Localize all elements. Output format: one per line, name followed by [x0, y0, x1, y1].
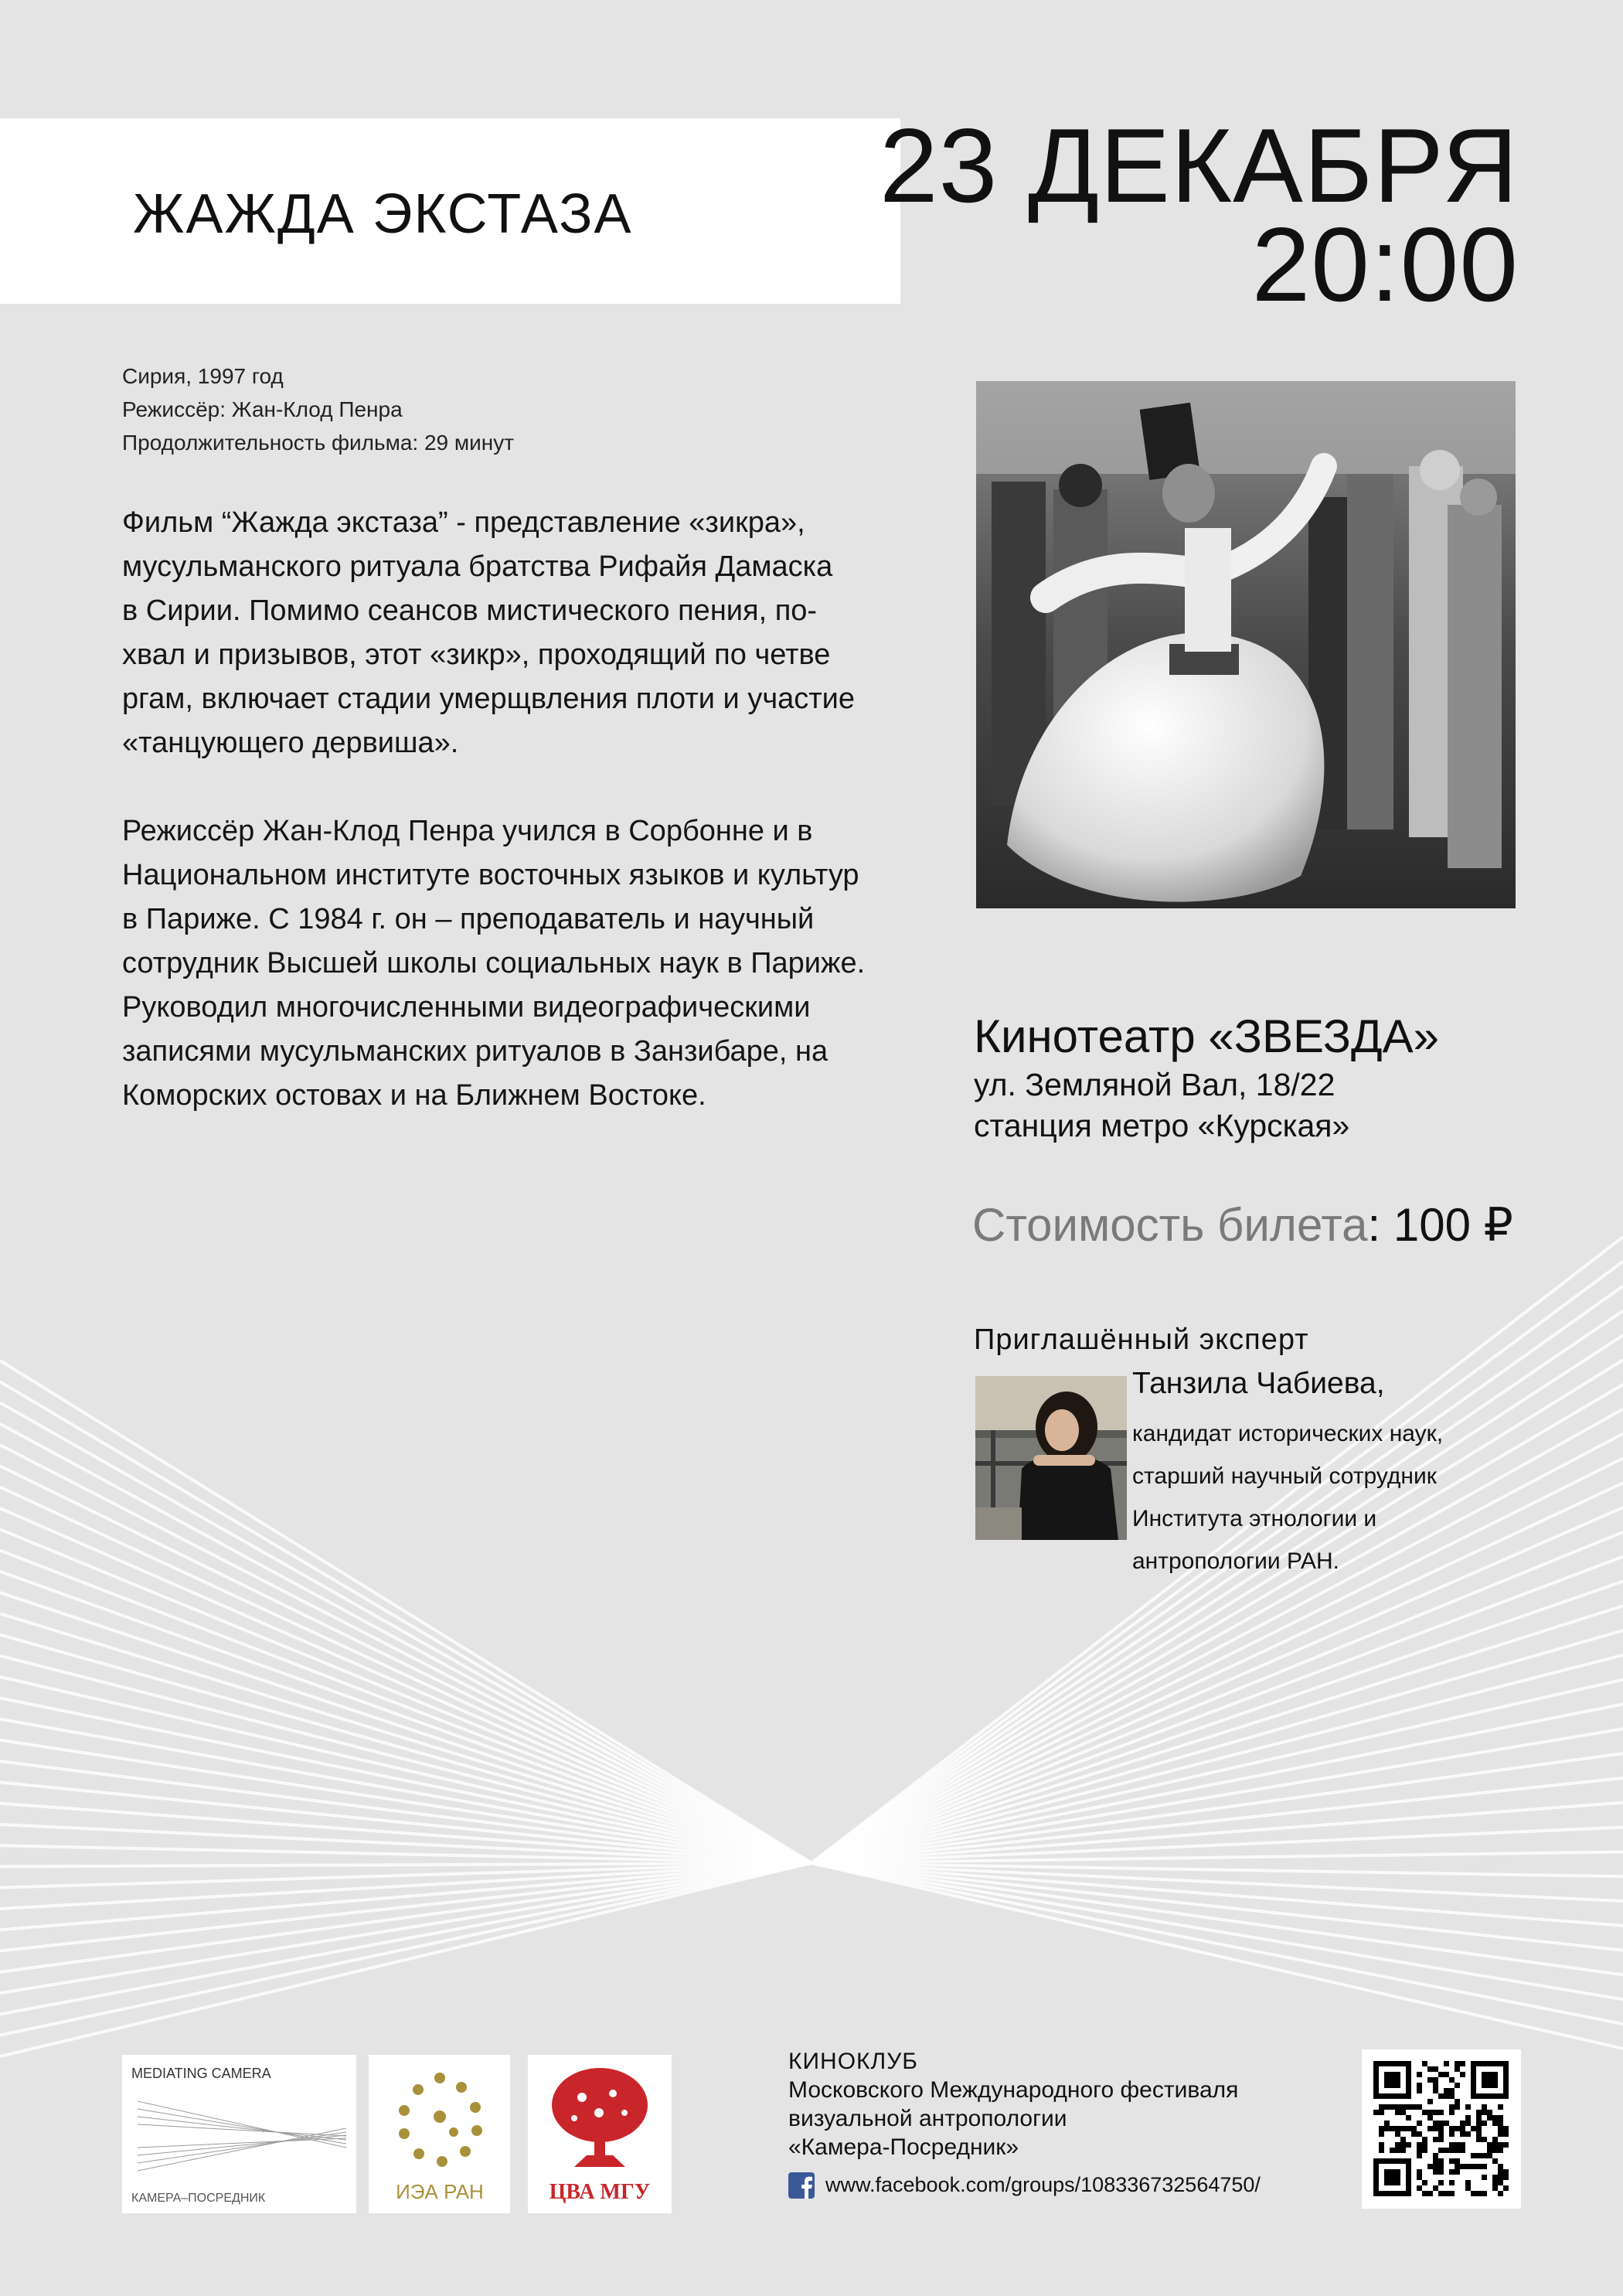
qr-code: [1362, 2049, 1521, 2209]
venue-address: ул. Земляной Вал, 18/22: [974, 1067, 1335, 1102]
club-line: «Камера-Посредник»: [788, 2134, 1019, 2160]
expert-info-line: кандидат исторических наук,: [1132, 1421, 1444, 1446]
facebook-url[interactable]: www.facebook.com/groups/108336732564750/: [825, 2173, 1261, 2196]
film-description: [122, 501, 903, 1118]
venue-metro: станция метро «Курская»: [974, 1108, 1350, 1143]
expert-name: Танзила Чабиева,: [1132, 1367, 1385, 1400]
expert-photo: [975, 1376, 1127, 1540]
facebook-link[interactable]: [788, 2171, 1261, 2199]
film-duration: Продолжительность фильма: 29 минут: [122, 431, 515, 455]
description-paragraph-1: [122, 501, 903, 765]
ticket-price-value: : 100 ₽: [1367, 1199, 1513, 1251]
tsva-mgu-logo: [528, 2055, 672, 2213]
description-line: Режиссёр Жан-Клод Пенра учился в Сорбонне и в: [122, 815, 813, 847]
mediating-camera-logo: [122, 2055, 356, 2213]
date-time-block: [880, 107, 1519, 323]
iea-ran-logo-text: ИЭА РАН: [396, 2180, 484, 2203]
ticket-price-label: Стоимость билета: [972, 1199, 1368, 1251]
screening-time: 20:00: [1251, 206, 1519, 323]
film-director: Режиссёр: Жан-Клод Пенра: [122, 397, 403, 421]
club-line: визуальной антропологии: [788, 2106, 1067, 2131]
ticket-price: [972, 1198, 1513, 1252]
film-still-photo: [976, 381, 1516, 908]
description-line: в Сирии. Помимо сеансов мистического пения, по-: [122, 594, 818, 627]
expert-info-line: Института этнологии и: [1132, 1506, 1377, 1531]
description-line: Коморских остовах и на Ближнем Востоке.: [122, 1079, 706, 1112]
description-line: в Париже. С 1984 г. он – преподаватель и научный: [122, 903, 815, 935]
expert-heading: Приглашённый эксперт: [974, 1323, 1309, 1356]
description-line: мусульманского ритуала братства Рифайя Дамаска: [122, 550, 833, 583]
facebook-icon: [788, 2172, 815, 2199]
description-line: записями мусульманских ритуалов в Занзибаре, на: [122, 1035, 829, 1068]
description-paragraph-2: [122, 809, 903, 1118]
description-line: Национальном институте восточных языков и культур: [122, 859, 859, 891]
description-line: Фильм “Жажда экстаза” - представление «зикра»,: [122, 506, 805, 539]
venue-name: Кинотеатр «ЗВЕЗДА»: [974, 1010, 1439, 1062]
film-meta: [122, 359, 514, 459]
club-info: [788, 2047, 1261, 2199]
description-line: ргам, включает стадии умерщвления плоти и участие: [122, 683, 856, 715]
expert-info-line: антропологии РАН.: [1132, 1548, 1339, 1574]
description-line: «танцующего дервиша».: [122, 727, 459, 759]
venue-block: [974, 1009, 1439, 1146]
description-line: Руководил многочисленными видеографическими: [122, 991, 811, 1024]
club-title: КИНОКЛУБ: [788, 2049, 918, 2074]
film-country-year: Сирия, 1997 год: [122, 364, 284, 388]
mediating-camera-logo-title: MEDIATING CAMERA: [131, 2066, 271, 2081]
description-line: сотрудник Высшей школы социальных наук в Париже.: [122, 947, 866, 979]
expert-info-line: старший научный сотрудник: [1132, 1463, 1437, 1489]
film-title: ЖАЖДА ЭКСТАЗА: [133, 183, 633, 245]
expert-info: [1132, 1412, 1443, 1582]
club-line: Московского Международного фестиваля: [788, 2077, 1239, 2103]
iea-ran-logo: [369, 2055, 510, 2213]
tsva-mgu-logo-text: ЦВА МГУ: [549, 2180, 651, 2204]
mediating-camera-logo-subtitle: КАМЕРА–ПОСРЕДНИК: [131, 2192, 266, 2205]
screening-date: 23 ДЕКАБРЯ: [880, 107, 1519, 224]
description-line: хвал и призывов, этот «зикр», проходящий по четве: [122, 639, 831, 671]
